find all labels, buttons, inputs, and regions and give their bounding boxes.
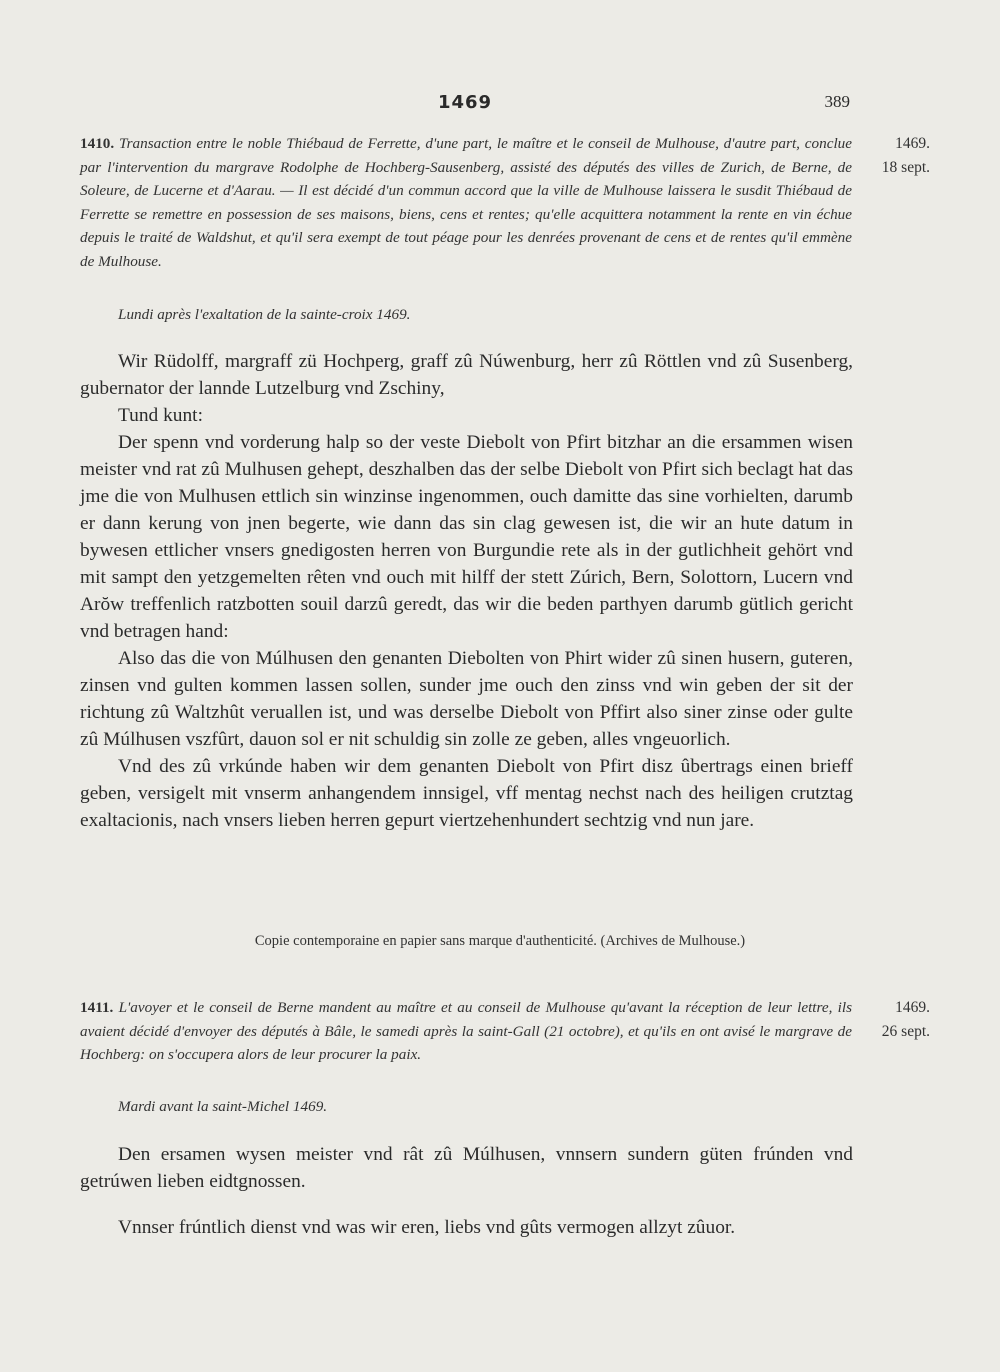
body-1411-address [80,1141,853,1195]
margin-day-1410: 18 sept. [881,158,930,176]
document-number-1410: 1410 [80,135,111,152]
paragraph: Vnnser frúntlich dienst vnd was wir eren, liebs vnd gûts vermogen allzyt zûuor. [118,1217,736,1238]
body-1411-greeting [80,1214,853,1241]
body-1410 [80,348,853,834]
summary-1411: 1411. L'avoyer et le conseil de Berne mandent au maître et au conseil de Mulhouse qu'avant la réception de leur lettre, ils avaient décidé d'envoyer des députés à Bâle, le samedi après la saint-Gall (21 octobre), et qu'ils en ont avisé le margrave de Hochberg: on s'occupera alors de leur procurer la paix. [80,999,853,1063]
running-head [0,92,1000,116]
dateline-1410: Lundi après l'exaltation de la sainte-croix 1469. [118,306,411,323]
margin-year-1410: 1469. [895,135,930,152]
paragraph: Tund kunt: [118,405,203,426]
margin-year-1411: 1469. [895,999,930,1016]
margin-day-1411: 26 sept. [881,1022,930,1040]
source-note-1410: Copie contemporaine en papier sans marque d'authenticité. (Archives de Mulhouse.) [254,933,746,949]
paragraph: Vnd des zû vrkúnde haben wir dem genanten Diebolt von Pfirt disz ûbertrags einen brieff geben, versigelt mit vnserm anhangendem innsigel, vff mentag nechst nach des heiligen crutztag exaltacionis, nach vnsers lieben herren gepurt viertzehenhundert sechtzig vnd nun jare. [80,756,853,831]
summary-1410: 1410. Transaction entre le noble Thiébaud de Ferrette, d'une part, le maître et le conseil de Mulhouse, d'autre part, conclue par l'intervention du margrave Rodolphe de Hochberg-Sausenberg, assisté des députés des villes de Zurich, de Berne, de Soleure, de Lucerne et d'Aarau. — Il est décidé d'un commun accord que la ville de Mulhouse laissera le susdit Thiébaud de Ferrette se remettre en possession de ses maisons, biens, cens et rentes; qu'elle acquittera notamment la rente en vin échue depuis le traité de Waldshut, et qu'il sera exempt de tout péage pour les denrées provenant de cens et de rentes qu'il emmène de Mulhouse. [80,135,853,270]
margin-date-1410 [850,132,930,179]
paragraph: Den ersamen wysen meister vnd rât zû Múlhusen, vnnsern sundern güten frúnden vnd getrúwen lieben eidtgnossen. [80,1144,853,1192]
header-year: 1469 [437,92,493,113]
summary-text-1411: L'avoyer et le conseil de Berne mandent au maître et au conseil de Mulhouse qu'avant la réception de leur lettre, ils avaient décidé d'envoyer des députés à Bâle, le samedi après la saint-Gall (21 octobre), et qu'ils en ont avisé le margrave de Hochberg: on s'occupera alors de leur procurer la paix. [80,999,853,1063]
page-number: 389 [824,92,850,111]
paragraph: Der spenn vnd vorderung halp so der veste Diebolt von Pfirt bitzhar an die ersammen wisen meister vnd rat zû Mulhusen gehept, deszhalben das der selbe Diebolt von Pfirt sich beclagt hat das jme die von Mulhusen ettlich sin winzinse ingenommen, ouch damitte das sine vorhielten, darumb er dann kerung von jnen begerte, wie dann das sin clag gewesen ist, die wir an hute datum in bywesen ettlicher vnsers gnedigosten herren von Burgundie rete als in der gutlichheit gehört vnd mit sampt den yetzgemelten rêten vnd ouch mit hilff der stett Zúrich, Bern, Solottorn, Lucern vnd Arŏw treffenlich ratzbotten souil darzû geredt, das wir die beden parthyen darumb gütlich gericht vnd betragen hand: [80,432,853,642]
summary-text-1410: Transaction entre le noble Thiébaud de Ferrette, d'une part, le maître et le conseil de Mulhouse, d'autre part, conclue par l'intervention du margrave Rodolphe de Hochberg-Sausenberg, assisté des députés des villes de Zurich, de Berne, de Soleure, de Lucerne et d'Aarau. — Il est décidé d'un commun accord que la ville de Mulhouse laissera le susdit Thiébaud de Ferrette se remettre en possession de ses maisons, biens, cens et rentes; qu'elle acquittera notamment la rente en vin échue depuis le traité de Waldshut, et qu'il sera exempt de tout péage pour les denrées provenant de cens et de rentes qu'il emmène de Mulhouse. [80,135,853,270]
margin-date-1411 [850,996,930,1043]
paragraph: Also das die von Múlhusen den genanten Diebolten von Phirt wider zû sinen husern, guteren, zinsen vnd gulten kommen lassen sollen, sunder jme ouch den zinss vnd win geben der sit der richtung zû Waltzhût veruallen ist, und was derselbe Diebolt von Pffirt also siner zinse oder gulte zû Múlhusen vszfûrt, dauon sol er nit schuldig sin zolle ze geben, alles vngeuorlich. [80,648,853,750]
paragraph: Wir Rüdolff, margraff zü Hochperg, graff zû Núwenburg, herr zû Röttlen vnd zû Susenberg, gubernator der lannde Lutzelburg vnd Zschiny, [80,351,853,399]
dateline-1411: Mardi avant la saint-Michel 1469. [118,1098,328,1115]
document-number-1411: 1411 [80,999,110,1016]
